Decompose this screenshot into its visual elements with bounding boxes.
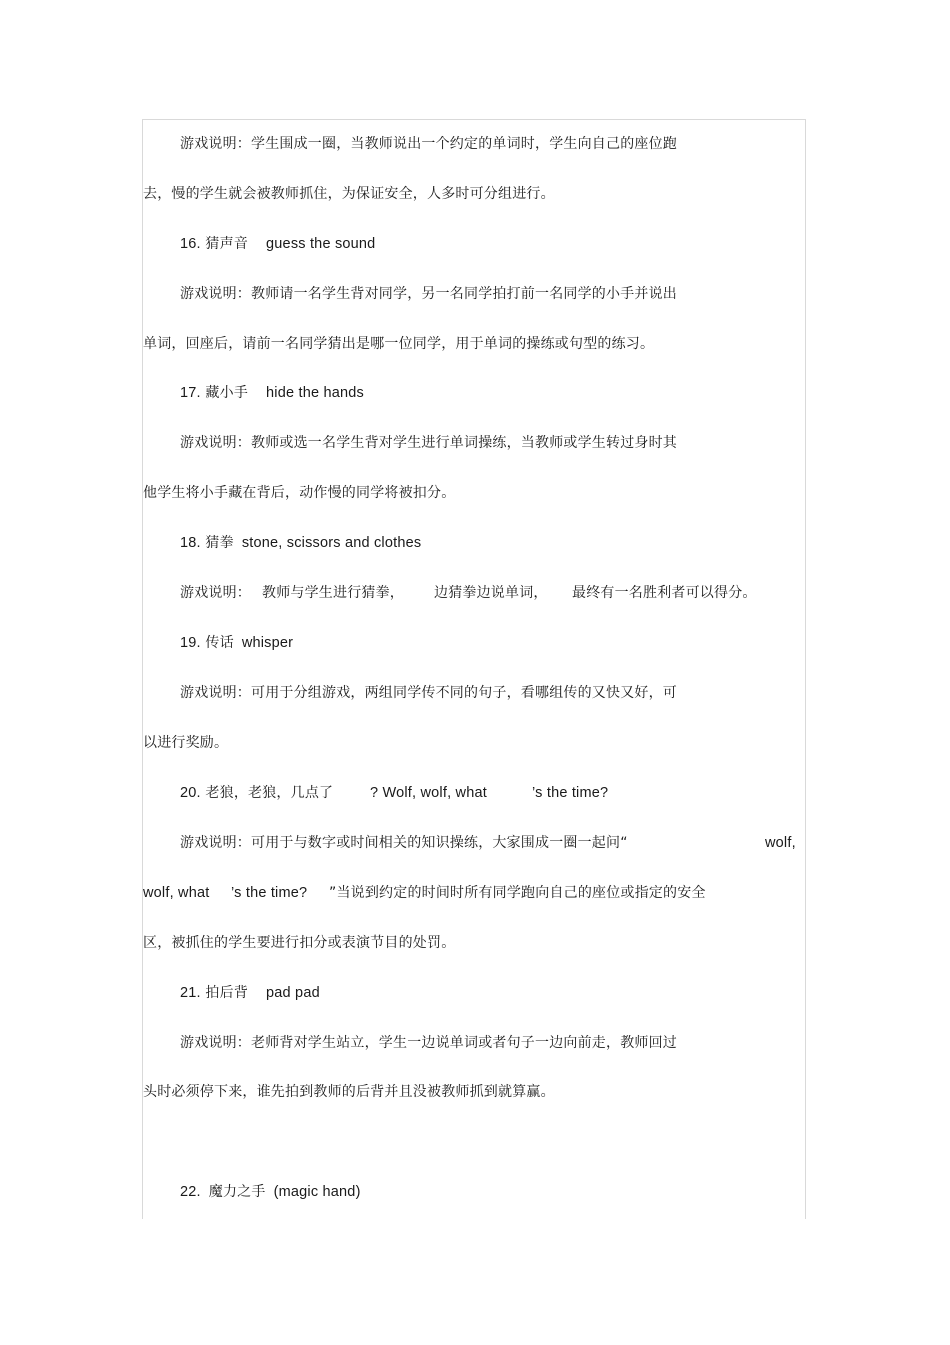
text-line: 以进行奖励。 xyxy=(143,735,229,751)
text-line: 游戏说明：可用于与数字或时间相关的知识操练，大家围成一圈一起问“ xyxy=(180,835,628,851)
text-line: 游戏说明：教师请一名学生背对同学，另一名同学拍打前一名同学的小手并说出 xyxy=(180,286,677,302)
text-fragment: ’s the time? xyxy=(231,885,308,901)
text-line: 游戏说明：教师或选一名学生背对学生进行单词操练，当教师或学生转过身时其 xyxy=(180,435,677,451)
desc-label: 游戏说明： xyxy=(180,585,251,601)
game-number: 16. xyxy=(180,236,201,252)
game-name-zh: 猜声音 xyxy=(205,236,249,252)
game-name-zh: 藏小手 xyxy=(205,385,249,401)
text-line: 单词，回座后，请前一名同学猜出是哪一位同学，用于单词的操练或句型的练习。 xyxy=(143,336,655,352)
text-fragment: wolf, what xyxy=(143,885,210,901)
game-heading-16 xyxy=(180,235,375,253)
game-number: 17. xyxy=(180,385,201,401)
text-line: 区，被抓住的学生要进行扣分或表演节目的处罚。 xyxy=(143,935,456,951)
text-fragment: ”当说到约定的时间时所有同学跑向自己的座位或指定的安全 xyxy=(329,885,706,901)
game-number: 18. xyxy=(180,535,201,551)
game-heading-22 xyxy=(180,1183,361,1201)
game-name-en: whisper xyxy=(241,635,294,651)
game-number: 22. xyxy=(180,1184,201,1200)
game-number: 20. xyxy=(180,785,201,801)
game-18-description xyxy=(180,584,251,602)
game-name-zh: 传话 xyxy=(205,635,234,651)
text-line: 游戏说明：可用于分组游戏，两组同学传不同的句子，看哪组传的又快又好，可 xyxy=(180,685,677,701)
game-name-en: guess the sound xyxy=(266,236,376,252)
game-heading-21 xyxy=(180,984,320,1002)
text-line: 去，慢的学生就会被教师抓住，为保证安全，人多时可分组进行。 xyxy=(143,186,555,202)
game-number: 19. xyxy=(180,635,201,651)
game-name-en: stone, scissors and clothes xyxy=(241,535,422,551)
game-heading-17 xyxy=(180,384,364,402)
game-name-en: hide the hands xyxy=(266,385,364,401)
text-line: 头时必须停下来，谁先拍到教师的后背并且没被教师抓到就算赢。 xyxy=(143,1084,555,1100)
desc-part: 边猜拳边说单词， xyxy=(434,585,548,601)
game-name-en: (magic hand) xyxy=(273,1184,361,1200)
game-name-en: ’s the time? xyxy=(532,785,609,801)
page-frame xyxy=(142,119,806,1219)
text-line: 他学生将小手藏在背后，动作慢的同学将被扣分。 xyxy=(143,485,456,501)
text-line: 游戏说明：学生围成一圈，当教师说出一个约定的单词时，学生向自己的座位跑 xyxy=(180,136,677,152)
game-heading-19 xyxy=(180,634,293,652)
text-line: 游戏说明：老师背对学生站立，学生一边说单词或者句子一边向前走，教师回过 xyxy=(180,1035,677,1051)
game-name-zh: 老狼，老狼，几点了 xyxy=(205,785,334,801)
game-name-zh: 魔力之手 xyxy=(208,1184,266,1200)
game-heading-18 xyxy=(180,534,421,552)
game-heading-20 xyxy=(180,784,333,802)
game-name-en: pad pad xyxy=(266,985,320,1001)
game-name-zh: 猜拳 xyxy=(205,535,234,551)
text-fragment: wolf, xyxy=(765,835,796,851)
game-number: 21. xyxy=(180,985,201,1001)
desc-part: 教师与学生进行猜拳， xyxy=(262,585,404,601)
game-name-en: ? Wolf, wolf, what xyxy=(370,785,487,801)
desc-part: 最终有一名胜利者可以得分。 xyxy=(572,585,757,601)
game-name-zh: 拍后背 xyxy=(205,985,249,1001)
